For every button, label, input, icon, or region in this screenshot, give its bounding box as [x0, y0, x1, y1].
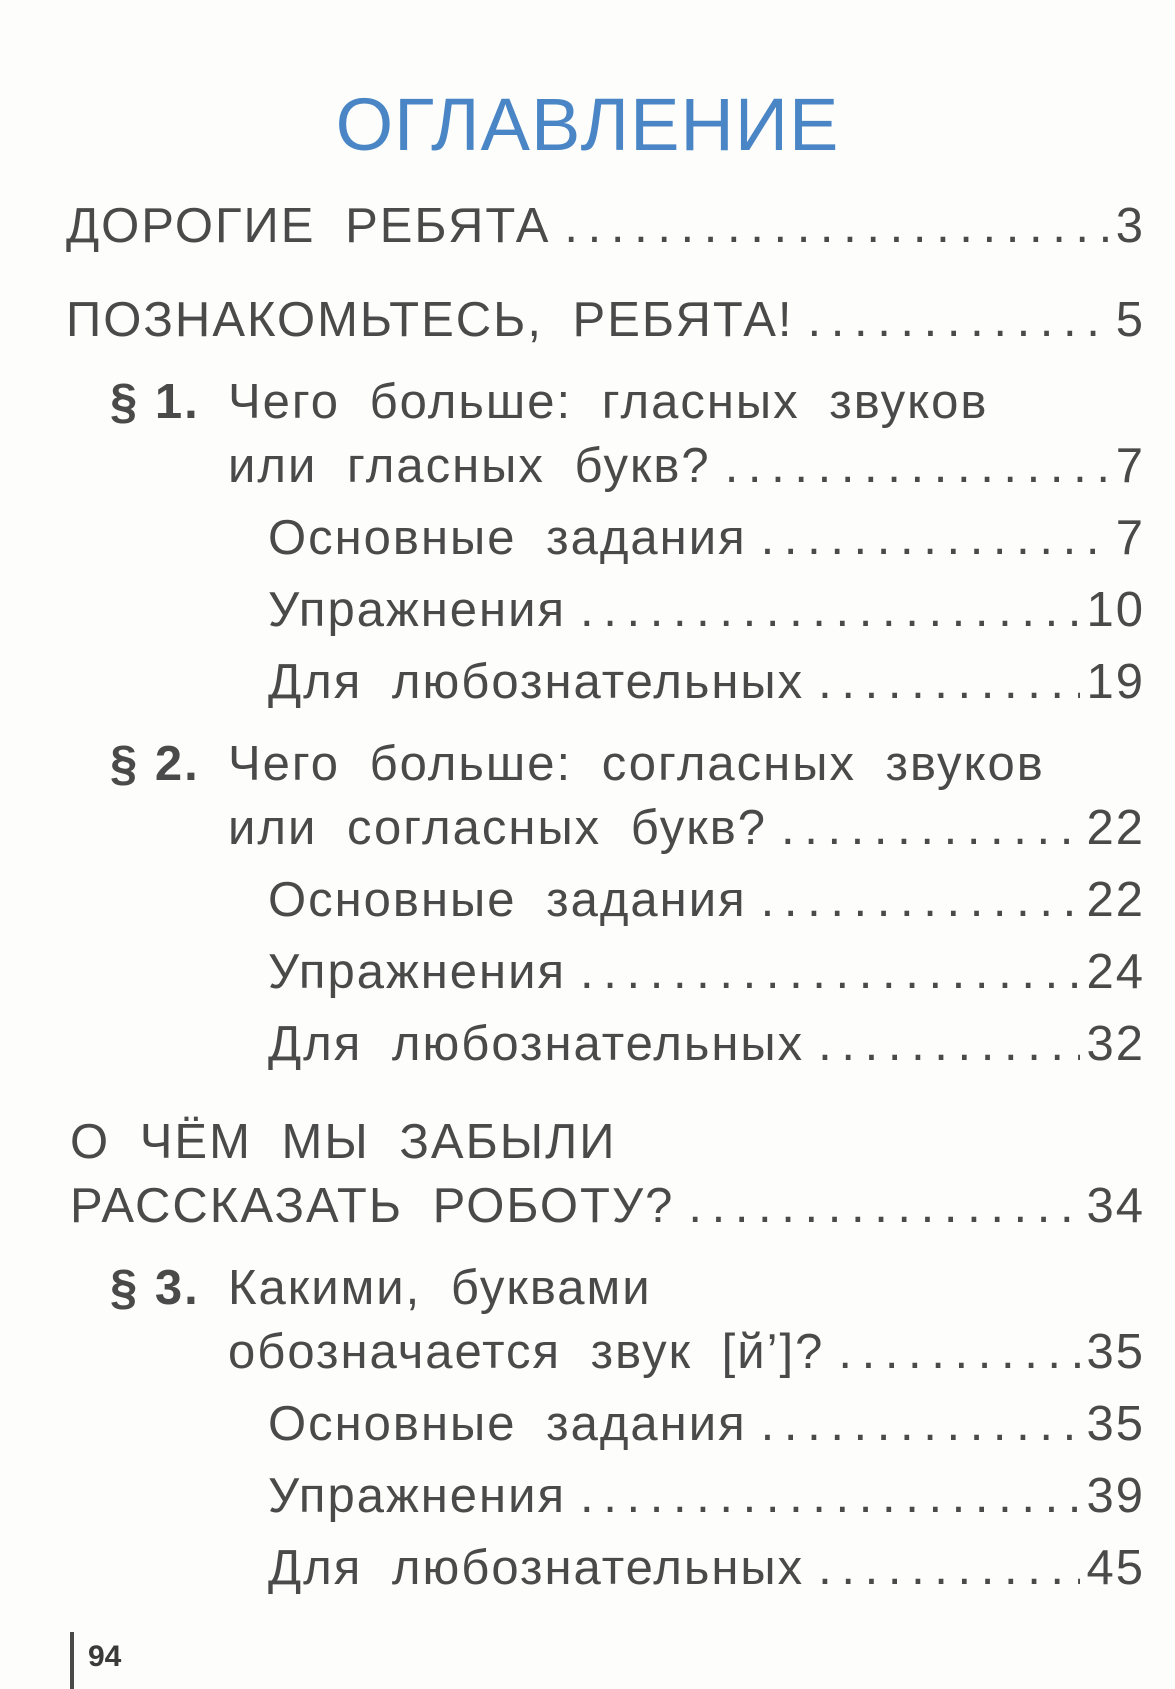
- dot-leader: [838, 1328, 1080, 1377]
- toc-entry-label: Для любознательных: [268, 1017, 805, 1071]
- toc-entry-label: Упражнения: [268, 945, 567, 999]
- section-title-line: Какими, буквами: [228, 1261, 652, 1315]
- toc-entry[interactable]: [268, 1469, 1145, 1523]
- dot-leader: [580, 1472, 1080, 1521]
- toc-entry-label: РАССКАЗАТЬ РОБОТУ?: [70, 1179, 675, 1233]
- toc-entry-page: 32: [1086, 1017, 1145, 1071]
- toc-entry[interactable]: [268, 655, 1145, 709]
- toc-entry-label: Основные задания: [268, 873, 747, 927]
- toc-entry[interactable]: [66, 199, 1145, 253]
- toc-entry[interactable]: [268, 511, 1145, 565]
- toc-entry-label: Упражнения: [268, 583, 567, 637]
- dot-leader: [761, 1400, 1081, 1449]
- toc-entry-label: Для любознательных: [268, 655, 805, 709]
- section-number: § 1.: [110, 375, 200, 429]
- dot-leader: [818, 658, 1080, 707]
- dot-leader: [808, 296, 1110, 345]
- dot-leader: [781, 804, 1080, 853]
- toc-entry-label: ДОРОГИЕ РЕБЯТА: [66, 199, 551, 253]
- toc-entry[interactable]: [268, 1017, 1145, 1071]
- section-number: § 2.: [110, 737, 200, 791]
- toc-entry[interactable]: [66, 293, 1145, 347]
- toc-entry-page: 5: [1115, 293, 1145, 347]
- toc-entry-page: 35: [1086, 1397, 1145, 1451]
- dot-leader: [564, 202, 1109, 251]
- page-title: ОГЛАВЛЕНИЕ: [335, 83, 840, 166]
- toc-entry-label: или согласных букв?: [228, 801, 767, 855]
- toc-entry-label: Упражнения: [268, 1469, 567, 1523]
- toc-entry[interactable]: [268, 583, 1145, 637]
- toc-entry-page: 7: [1115, 511, 1145, 565]
- toc-entry[interactable]: [228, 801, 1145, 855]
- dot-leader: [818, 1020, 1080, 1069]
- toc-entry[interactable]: [70, 1179, 1145, 1233]
- toc-entry[interactable]: [228, 439, 1145, 493]
- dot-leader: [688, 1182, 1080, 1231]
- toc-entry-label: или гласных букв?: [228, 439, 711, 493]
- toc-entry[interactable]: [268, 1541, 1145, 1595]
- toc-entry-page: 22: [1086, 873, 1145, 927]
- toc-entry[interactable]: [268, 945, 1145, 999]
- toc-entry-page: 34: [1086, 1179, 1145, 1233]
- toc-entry-page: 22: [1086, 801, 1145, 855]
- toc-entry-label: Основные задания: [268, 1397, 747, 1451]
- toc-entry-page: 19: [1086, 655, 1145, 709]
- toc-entry-page: 45: [1086, 1541, 1145, 1595]
- toc-entry-page: 10: [1086, 583, 1145, 637]
- toc-entry[interactable]: [268, 873, 1145, 927]
- toc-entry-page: 3: [1115, 199, 1145, 253]
- toc-entry-page: 24: [1086, 945, 1145, 999]
- toc-entry-label: ПОЗНАКОМЬТЕСЬ, РЕБЯТА!: [66, 293, 794, 347]
- dot-leader: [725, 442, 1110, 491]
- page-number: 94: [88, 1640, 122, 1673]
- toc-entry[interactable]: [268, 1397, 1145, 1451]
- toc-entry-label: Для любознательных: [268, 1541, 805, 1595]
- toc-entry-label: обозначается звук [й’]?: [228, 1325, 825, 1379]
- toc-heading-line: О ЧЁМ МЫ ЗАБЫЛИ: [70, 1115, 617, 1169]
- toc-entry[interactable]: [228, 1325, 1145, 1379]
- dot-leader: [580, 948, 1080, 997]
- dot-leader: [761, 876, 1081, 925]
- section-number: § 3.: [110, 1261, 200, 1315]
- dot-leader: [818, 1544, 1080, 1593]
- toc-entry-page: 7: [1115, 439, 1145, 493]
- toc-entry-label: Основные задания: [268, 511, 747, 565]
- toc-entry-page: 35: [1086, 1325, 1145, 1379]
- page-number-rule: [70, 1632, 74, 1689]
- dot-leader: [580, 586, 1080, 635]
- dot-leader: [761, 514, 1110, 563]
- toc-entry-page: 39: [1086, 1469, 1145, 1523]
- section-title-line: Чего больше: гласных звуков: [228, 375, 989, 429]
- section-title-line: Чего больше: согласных звуков: [228, 737, 1045, 791]
